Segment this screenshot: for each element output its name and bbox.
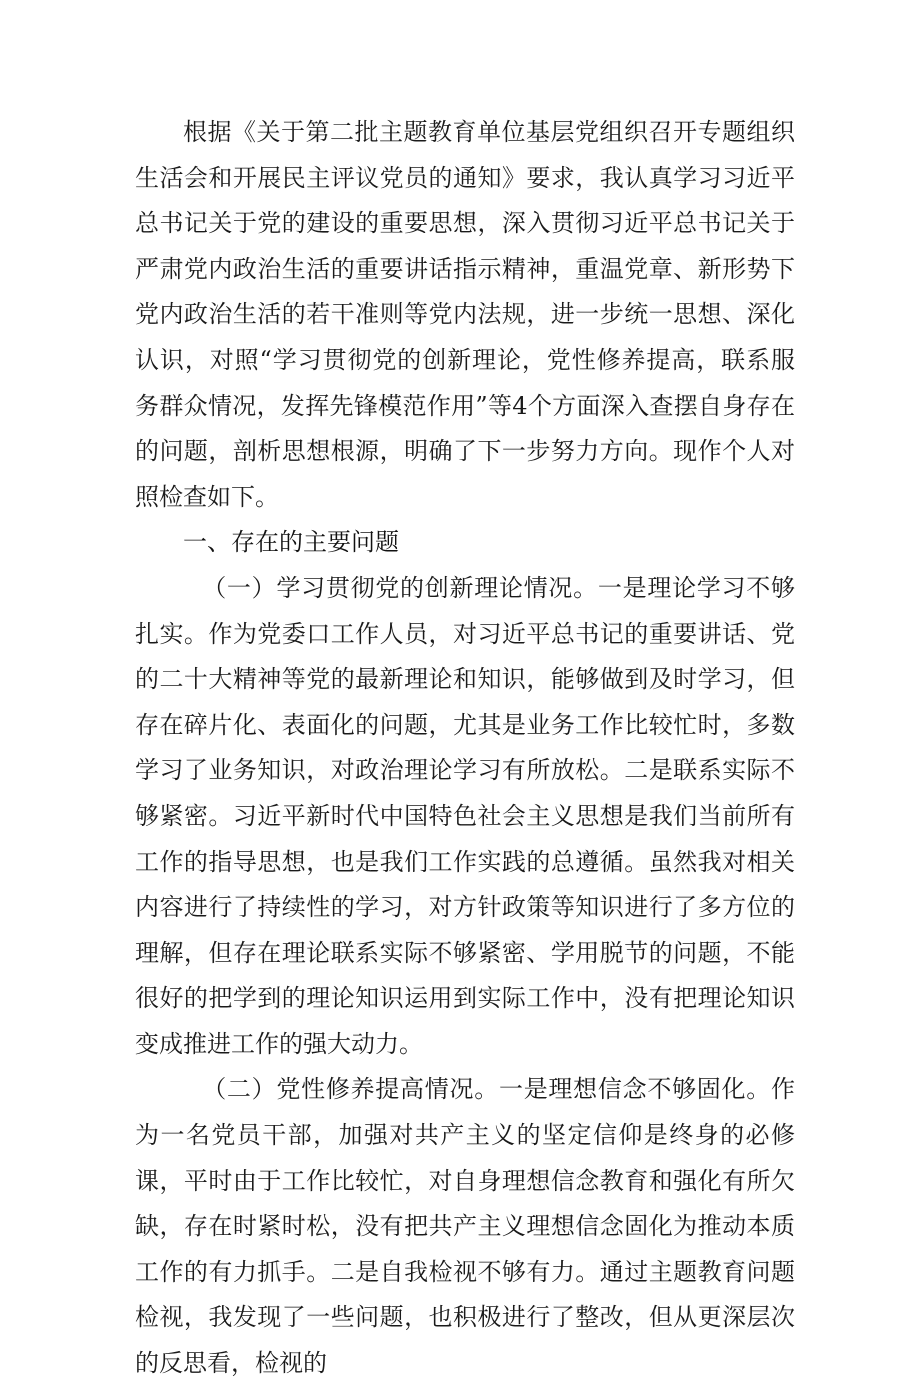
subsection-paragraph-1: （一）学习贯彻党的创新理论情况。一是理论学习不够扎实。作为党委口工作人员，对习近平总书记的重要讲话、党的二十大精神等党的最新理论和知识，能够做到及时学习，但存在碎片化、表面化的问题，尤其是业务工作比较忙时，多数学习了业务知识，对政治理论学习有所放松。二是联系实际不够紧密。习近平新时代中国特色社会主义思想是我们当前所有工作的指导思想，也是我们工作实践的总遵循。虽然我对相关内容进行了持续性的学习，对方针政策等知识进行了多方位的理解，但存在理论联系实际不够紧密、学用脱节的问题，不能很好的把学到的理论知识运用到实际工作中，没有把理论知识变成推进工作的强大动力。 — [135, 573, 795, 1058]
intro-paragraph: 根据《关于第二批主题教育单位基层党组织召开专题组织生活会和开展民主评议党员的通知》要求，我认真学习习近平总书记关于党的建设的重要思想，深入贯彻习近平总书记关于严肃党内政治生活的重要讲话指示精神，重温党章、新形势下党内政治生活的若干准则等党内法规，进一步统一思想、深化认识，对照“学习贯彻党的创新理论，党性修养提高，联系服务群众情况，发挥先锋模范作用”等4个方面深入查摆自身存在的问题，剖析思想根源，明确了下一步努力方向。现作个人对照检查如下。 — [135, 118, 795, 511]
section-heading: 一、存在的主要问题 — [183, 528, 399, 557]
subsection-paragraph-2: （二）党性修养提高情况。一是理想信念不够固化。作为一名党员干部，加强对共产主义的坚定信仰是终身的必修课，平时由于工作比较忙，对自身理想信念教育和强化有所欠缺，存在时紧时松，没有把共产主义理想信念固化为推动本质工作的有力抓手。二是自我检视不够有力。通过主题教育问题检视，我发现了一些问题，也积极进行了整改，但从更深层次的反思看，检视的 — [135, 1075, 795, 1378]
document-body — [135, 110, 795, 1387]
